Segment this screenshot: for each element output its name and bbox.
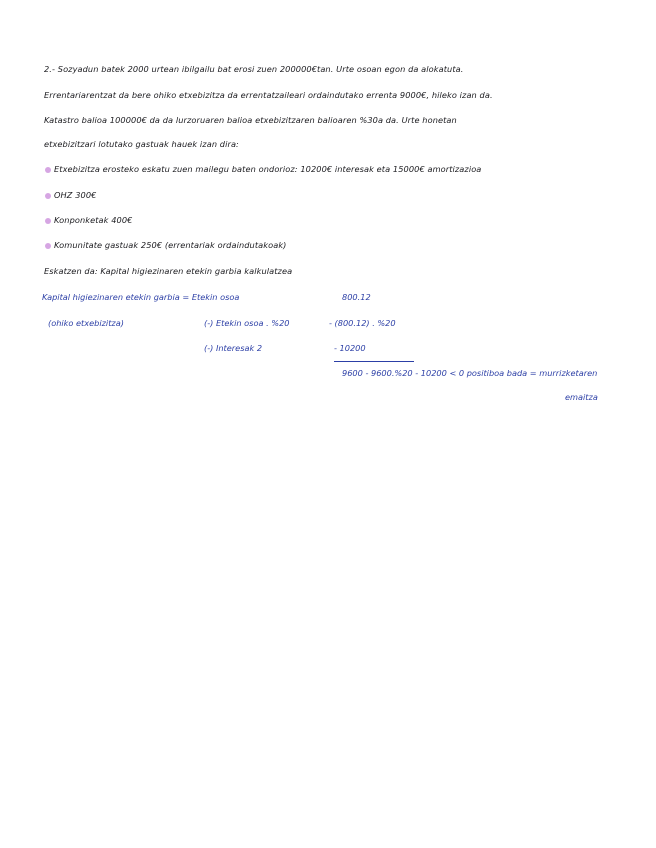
bullet-item-1: Etxebizitza erosteko eskatu zuen mailegu baten ondorioz: 10200€ interesak eta 15000€ amortizazioa bbox=[54, 164, 482, 174]
solution-row1-value: 800.12 bbox=[342, 292, 371, 302]
solution-row3-label: (-) Interesak 2 bbox=[204, 343, 263, 353]
solution-result-line-1: 9600 - 9600.%20 - 10200 < 0 positiboa bada = murrizketaren bbox=[342, 368, 598, 378]
bullet-dot-1 bbox=[45, 167, 51, 173]
bullet-dot-4 bbox=[45, 243, 51, 249]
bullet-item-3: Konponketak 400€ bbox=[54, 215, 133, 225]
question-line: Eskatzen da: Kapital higiezinaren etekin garbia kalkulatzea bbox=[44, 266, 293, 276]
solution-row3-value: - 10200 bbox=[334, 343, 366, 353]
solution-result-line-2: emaitza bbox=[565, 392, 598, 402]
statement-line-1: 2.- Sozyadun batek 2000 urtean ibilgailu bat erosi zuen 200000€tan. Urte osoan egon da alokatuta. bbox=[44, 64, 464, 74]
bullet-item-2: OHZ 300€ bbox=[54, 190, 97, 200]
bullet-item-4: Komunitate gastuak 250€ (errentariak ordaindutakoak) bbox=[54, 240, 287, 250]
solution-row2-label: (-) Etekin osoa . %20 bbox=[204, 318, 290, 328]
statement-line-3: Katastro balioa 100000€ da da lurzoruaren balioa etxebizitzaren balioaren %30a da. Urte honetan bbox=[44, 115, 457, 125]
solution-left-sub: (ohiko etxebizitza) bbox=[48, 318, 124, 328]
statement-line-4: etxebizitzari lotutako gastuak hauek izan dira: bbox=[44, 139, 239, 149]
statement-line-2: Errentariarentzat da bere ohiko etxebizitza da errentatzaileari ordaindutako errenta 9000€, hileko izan da. bbox=[44, 90, 493, 100]
solution-row2-value: - (800.12) . %20 bbox=[329, 318, 396, 328]
bullet-dot-2 bbox=[45, 193, 51, 199]
solution-left-label: Kapital higiezinaren etekin garbia = Etekin osoa bbox=[42, 292, 240, 302]
sum-underline bbox=[334, 361, 414, 362]
bullet-dot-3 bbox=[45, 218, 51, 224]
